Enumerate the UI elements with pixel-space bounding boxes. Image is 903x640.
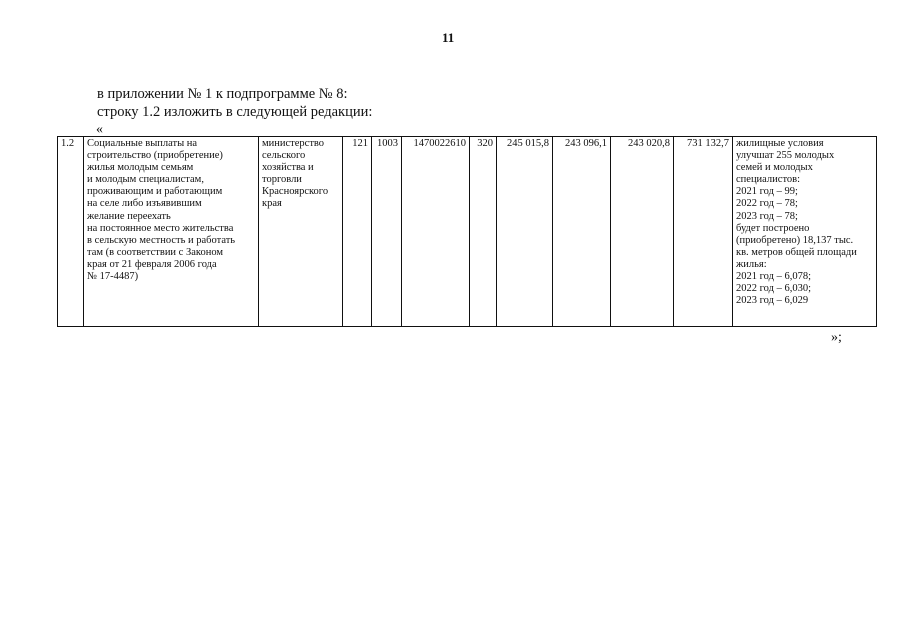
rzpr-code: 1003: [377, 138, 398, 149]
result-cell: [733, 137, 877, 327]
amount-2021: 245 015,8: [507, 138, 549, 149]
opening-quote: «: [96, 122, 103, 137]
rzpr-cell: [372, 137, 402, 327]
amount-total-cell: [674, 137, 733, 327]
executor-cell: [259, 137, 343, 327]
row-name: Социальные выплаты на строительство (приобретение) жилья молодым семьям и молодым специалистам, проживающим и работающим на селе либо изъявившим желание переехать на постоянное место жительства в сельскую местность и работать там (в соответствии с Законом края от 21 февраля 2006 года № 17-4487): [87, 138, 236, 283]
amount-2022: 243 096,1: [565, 138, 607, 149]
table-row: [58, 137, 877, 327]
amount-2021-cell: [497, 137, 553, 327]
grbs-cell: [343, 137, 372, 327]
program-table: [57, 136, 877, 327]
vr-code: 320: [477, 138, 493, 149]
amount-total: 731 132,7: [687, 138, 729, 149]
amount-2023-cell: [611, 137, 674, 327]
row-number: 1.2: [61, 138, 75, 149]
csr-code: 1470022610: [413, 138, 466, 149]
expected-result: жилищные условия улучшат 255 молодых семей и молодых специалистов: 2021 год – 99; 2022 год – 78; 2023 год – 78; будет построено (приобретено) 18,137 тыс. кв. метров общей площади жилья: 2021 год – 6,078; 2022 год – 6,030; 2023 год – 6,029: [736, 138, 857, 307]
row-name-cell: [84, 137, 259, 327]
row-number-cell: [58, 137, 84, 327]
page-number: 11: [442, 30, 455, 45]
intro-line-instruction: строку 1.2 изложить в следующей редакции:: [97, 104, 373, 120]
vr-cell: [470, 137, 497, 327]
intro-line-appendix: в приложении № 1 к подпрограмме № 8:: [97, 86, 348, 102]
closing-quote: »;: [831, 330, 842, 345]
executor: министерство сельского хозяйства и торговли Красноярского края: [262, 138, 329, 210]
amount-2022-cell: [553, 137, 611, 327]
amount-2023: 243 020,8: [628, 138, 670, 149]
csr-cell: [402, 137, 470, 327]
grbs-code: 121: [352, 138, 368, 149]
